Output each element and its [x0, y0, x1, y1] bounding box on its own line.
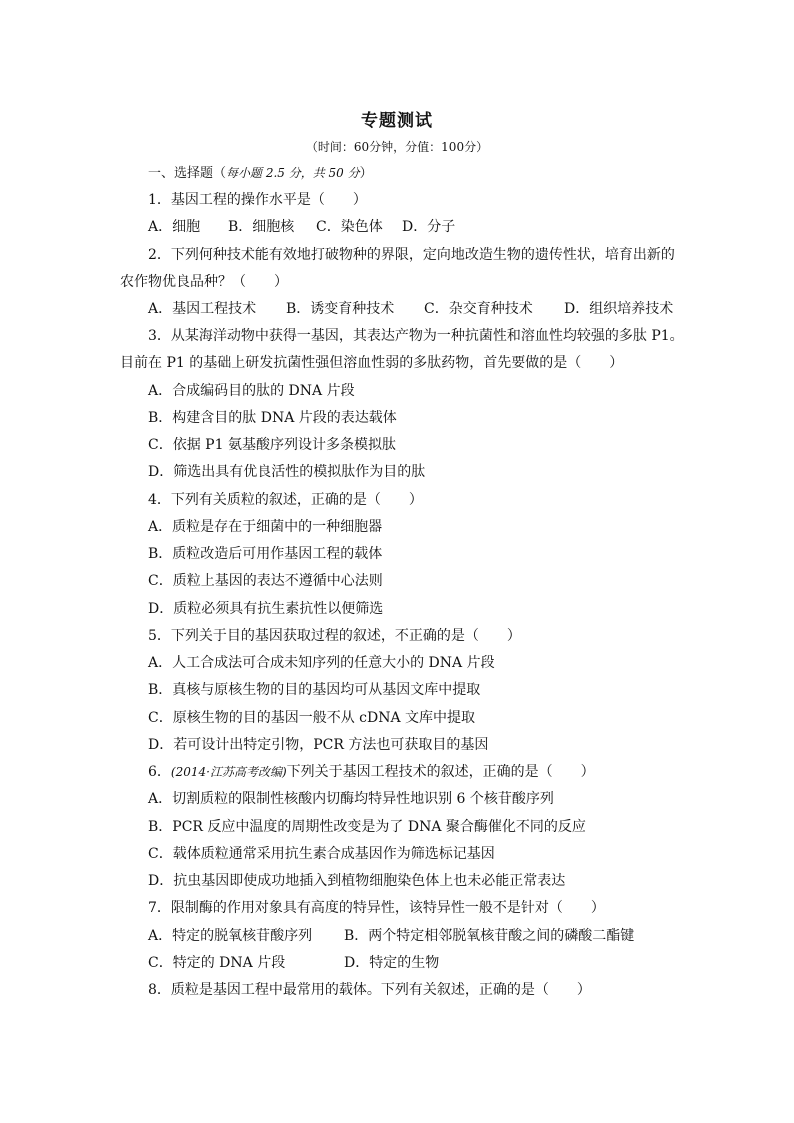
question-3-stem-line2: 目前在 P1 的基础上研发抗菌性强但溶血性弱的多肽药物，首先要做的是（ ） — [120, 355, 624, 371]
question-6-option-a: A．切割质粒的限制性核酸内切酶均特异性地识别 6 个核苷酸序列 — [148, 791, 554, 807]
question-1-option-d: D．分子 — [402, 219, 456, 235]
question-6-number: 6． — [148, 764, 171, 780]
question-2-option-c: C．杂交育种技术 — [424, 301, 533, 317]
question-6-option-d: D．抗虫基因即使成功地插入到植物细胞染色体上也未必能正常表达 — [148, 873, 566, 889]
question-7-option-b: B．两个特定相邻脱氧核苷酸之间的磷酸二酯键 — [344, 928, 635, 944]
question-1-stem: 1．基因工程的操作水平是（ ） — [148, 192, 367, 208]
question-5-option-b: B．真核与原核生物的目的基因均可从基因文库中提取 — [148, 682, 481, 698]
page-subtitle: （时间：60分钟，分值：100分） — [305, 140, 489, 154]
question-7-option-a: A．特定的脱氧核苷酸序列 — [148, 928, 313, 944]
question-6-option-c: C．载体质粒通常采用抗生素合成基因作为筛选标记基因 — [148, 846, 495, 862]
question-4-option-a: A．质粒是存在于细菌中的一种细胞器 — [148, 519, 383, 535]
question-6-source: (2014·江苏高考改编) — [170, 765, 287, 779]
section-close: ） — [359, 166, 373, 181]
question-4-option-c: C．质粒上基因的表达不遵循中心法则 — [148, 573, 383, 589]
question-3-option-a: A．合成编码目的肽的 DNA 片段 — [148, 383, 355, 399]
question-2-stem-line1: 2．下列何种技术能有效地打破物种的界限，定向地改造生物的遗传性状，培育出新的 — [148, 247, 675, 263]
question-4-option-b: B．质粒改造后可用作基因工程的载体 — [148, 546, 383, 562]
section-heading — [148, 164, 373, 183]
question-5-option-a: A．人工合成法可合成未知序列的任意大小的 DNA 片段 — [148, 655, 495, 671]
question-1-option-b: B．细胞核 — [228, 219, 295, 235]
question-3-option-c: C．依据 P1 氨基酸序列设计多条模拟肽 — [148, 437, 396, 453]
section-label: 一、选择题（ — [148, 166, 227, 181]
question-7-option-d: D．特定的生物 — [344, 955, 440, 971]
question-3-option-b: B．构建含目的肽 DNA 片段的表达载体 — [148, 410, 397, 426]
section-note: 每小题 2.5 分，共 50 分 — [226, 166, 360, 180]
question-8-stem: 8．质粒是基因工程中最常用的载体。下列有关叙述，正确的是（ ） — [148, 982, 591, 998]
question-7-option-c: C．特定的 DNA 片段 — [148, 955, 286, 971]
question-7-stem: 7．限制酶的作用对象具有高度的特异性，该特异性一般不是针对（ ） — [148, 900, 605, 916]
question-3-stem-line1: 3．从某海洋动物中获得一基因，其表达产物为一种抗菌性和溶血性均较强的多肽 P1。 — [148, 328, 684, 344]
question-6-stem — [148, 763, 595, 781]
question-3-option-d: D．筛选出具有优良活性的模拟肽作为目的肽 — [148, 464, 426, 480]
question-5-option-c: C．原核生物的目的基因一般不从 cDNA 文库中提取 — [148, 710, 476, 726]
question-1-option-a: A．细胞 — [148, 219, 201, 235]
question-1-option-c: C．染色体 — [316, 219, 383, 235]
question-6-option-b: B．PCR 反应中温度的周期性改变是为了 DNA 聚合酶催化不同的反应 — [148, 819, 586, 835]
question-5-stem: 5．下列关于目的基因获取过程的叙述，不正确的是（ ） — [148, 628, 521, 644]
question-4-stem: 4．下列有关质粒的叙述，正确的是（ ） — [148, 492, 423, 508]
page-title: 专题测试 — [361, 111, 433, 131]
question-2-stem-line2: 农作物优良品种？（ ） — [120, 274, 288, 290]
question-2-option-a: A．基因工程技术 — [148, 301, 257, 317]
question-2-option-b: B．诱变育种技术 — [286, 301, 395, 317]
question-2-option-d: D．组织培养技术 — [564, 301, 674, 317]
question-5-option-d: D．若可设计出特定引物，PCR 方法也可获取目的基因 — [148, 737, 489, 753]
question-4-option-d: D．质粒必须具有抗生素抗性以便筛选 — [148, 601, 384, 617]
question-6-text: 下列关于基因工程技术的叙述，正确的是（ ） — [286, 764, 595, 780]
